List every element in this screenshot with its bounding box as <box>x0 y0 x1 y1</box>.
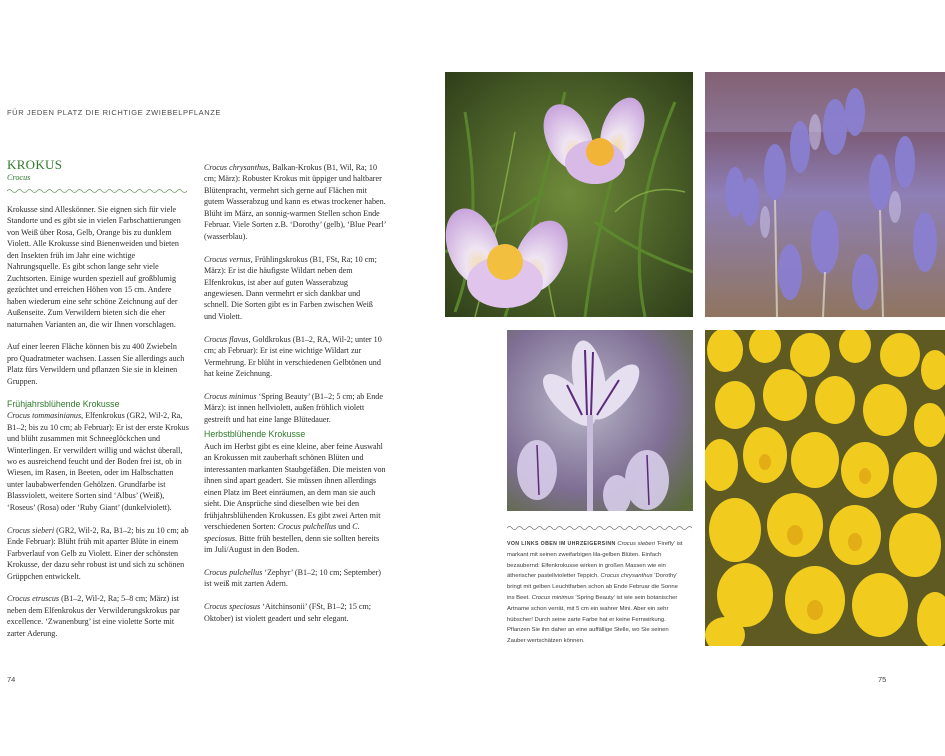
photo-elfenkrokus <box>705 72 945 317</box>
left-column-1 <box>7 158 189 651</box>
entry-flavus <box>204 334 386 380</box>
entry-text: (B1–2, Wil-2, Ra; 5–8 cm; März) ist neben dem Elfenkrokus der Verwilderungskrokus par excellence. ‘Zwanenburg’ ist eine violette Sorte mit zarter Aderung. <box>7 594 180 638</box>
species-name: Crocus speciosus <box>204 602 261 612</box>
autumn-text-a: Auch im Herbst gibt es eine kleine, aber feine Auswahl an Krokussen mit zauberhaft schönen Blüten und interessanten markanten Staubgefäßen. Die meisten von ihnen sind apart geadert. Sie müssen ihnen allerdings einen Platz im Beet einräumen, an dem man sie auch sieht. Die Ansprüche sind dieselben wie bei den frühjahrsblühenden Krokussen. Es gibt zwei Arten mit verschiedenen Sorten: <box>204 441 386 532</box>
entry-etruscus <box>7 593 189 639</box>
species-name: Crocus sieberi <box>7 525 55 535</box>
page-number-right: 75 <box>878 675 887 684</box>
entry-text: ‘Aitchinsonii’ (FSt, B1–2; 15 cm; Oktober) ist violett geadert und sehr elegant. <box>204 602 372 623</box>
entry-chrysanthus <box>204 162 386 242</box>
caption-lead: VON LINKS OBEN IM UHRZEIGERSINN <box>507 541 616 547</box>
intro-paragraph-2: Auf einer leeren Fläche können bis zu 400 Zwiebeln pro Quadratmeter wachsen. Lassen Sie allerdings auch Platz fürs Verwildern und pflanzen Sie sie in kleinen Gruppen. <box>7 342 185 386</box>
entry-text: , Elfenkrokus (GR2, Wil-2, Ra, B1–2; bis zu 10 cm; ab Februar): Er ist der erste Krokus und blüht zusammen mit Schneeglöckchen und Winterlingen. Er verwildert willig und wächst überall, wo es ausreichend feucht und der Boden frei ist, ob in Wiesen, im Rasen, in Beeten, oder im Halbschatten unter laubabwerfenden Gehölzen. Grundfarbe ist Blassviolett, weitere Sorten sind ‘Albus’ (Weiß), ‘Roseus’ (Rosa) oder ‘Ruby Giant’ (dunkelviolett). <box>7 411 189 512</box>
entry-text: , Frühlingskrokus (B1, FSt, Ra; 10 cm; März): Er ist die häufigste Wildart neben dem Elfenkrokus, ist aber auf guten Wasserabzug angewiesen. Dann vermehrt er sich dankbar und schnell. Die Sorten gibt es in Farben zwischen Weiß und Violett. <box>204 254 377 321</box>
caption-text: ‘Dorothy’ bringt mit gelben Leuchtfarben schon ab Ende Februar die Sonne ins Beet. <box>507 573 678 601</box>
species-name: Crocus etruscus <box>7 594 60 604</box>
caption-text: ‘Spring Beauty’ ist wie sein botanischer Artname schon verrät, mit 5 cm ein wahrer Mini. Aber ein sehr hübscher! Durch seine zarte Farbe hat er keine Fernwirkung. Pflanzen Sie ihn daher an eine auffällige Stelle, wo Sie seinen Zauber wertschätzen können. <box>507 594 678 645</box>
species-name: Crocus tommasinianus <box>7 411 82 421</box>
species-name: Crocus minimus <box>204 392 257 402</box>
entry-text: ‘Zephyr’ (B1–2; 10 cm; September) ist weiß mit zarten Adern. <box>204 567 381 589</box>
page-subtitle: Crocus <box>7 173 31 182</box>
species-name: Crocus minimus <box>531 594 574 601</box>
intro-paragraph-1: Krokusse sind Alleskönner. Sie eignen sich für viele Standorte und es gibt sie in vielen Farbschattierungen von Weiß über Rosa, Gelb, Orange bis zu dunklem Violett. Alle Krokusse sind Bienenweiden und bieten den Insekten früh im Jahr eine wichtige Nahrungsquelle. Es gibt schon lange sehr viele Zuchtsorten. Einige wurden speziell auf großblumig gezüchtet und erreichen Höhen von 15 cm. Andere haben wiederum eine sehr schöne Zeichnung auf der Außenseite. Zum Verwildern bieten sich die eher naturnahen Varianten an, die wir Ihnen vorschlagen. <box>7 205 181 329</box>
species-name: Crocus chrysanthus <box>600 573 653 580</box>
entry-sieberi <box>7 525 189 582</box>
wavy-divider <box>7 188 187 194</box>
section-heading-spring: Frühjahrsblühende Krokusse <box>7 398 120 409</box>
entry-text: , Balkan-Krokus (B1, Wil, Ra; 10 cm; März): Robuster Krokus mit üppiger und haltbarer Blütenpracht, vermehrt sich gerne auf Flächen mit gutem Wasserabzug und kann es etwas trockener haben. Blüht im März, an sonnig-warmen Stellen schon Ende Februar. Viele Sorten z.B. ‘Dorothy’ (gelb), ‘Blue Pearl’ (wasserblau). <box>204 163 386 241</box>
entry-minimus <box>204 391 386 425</box>
entry-speciosus <box>204 601 386 624</box>
entry-tommasinianus <box>7 410 189 513</box>
autumn-text-b: . Bitte früh bestellen, denn sie sollten bereits im Juli/August in den Boden. <box>204 533 380 554</box>
left-column-2 <box>204 162 386 636</box>
autumn-intro <box>204 441 386 556</box>
photo-crocus-chrysanthus <box>705 330 945 646</box>
caption-wavy-divider <box>507 525 693 531</box>
page-number-left: 74 <box>7 675 16 684</box>
entry-text: , Goldkrokus (B1–2, RA, Wil-2; unter 10 cm; ab Februar): Er ist eine wichtige Wildart zur Vermehrung. Er blüht in verschiedenen Gelbtönen und hat keine Zeichnung. <box>204 334 382 379</box>
species-name: C. speciosus <box>204 522 360 543</box>
entry-vernus <box>204 254 386 323</box>
photo-crocus-sieberi <box>445 72 693 317</box>
entry-text: (GR2, Wil-2, Ra, B1–2; bis zu 10 cm; ab Ende Februar): Blüht früh mit aparter Blüte in einem Farbverlauf von Gelb zu Violett. Einer der schönsten Krokusse, der dazu sehr robust ist und sich zu schönen Grüppchen entwickelt. <box>7 525 189 581</box>
species-name: Crocus vernus <box>204 254 251 264</box>
species-name: Crocus pulchellus <box>204 567 263 577</box>
photo-caption <box>507 539 687 647</box>
running-head: FÜR JEDEN PLATZ DIE RICHTIGE ZWIEBELPFLANZE <box>7 108 222 117</box>
entry-text: ‘Spring Beauty’ (B1–2; 5 cm; ab Ende März): ist innen hellviolett, außen fröhlich violett gestreift und hat eine lange Blütedauer. <box>204 392 383 424</box>
species-name: Crocus pulchellus <box>277 522 337 532</box>
page-title: KROKUS <box>7 157 63 172</box>
autumn-text-und: und <box>336 522 353 532</box>
species-name: Crocus chrysanthus <box>204 163 269 172</box>
section-heading-autumn: Herbstblühende Krokusse <box>204 429 306 440</box>
species-name: Crocus sieberi <box>617 541 655 547</box>
caption-text: ‘Firefly’ ist markant mit seinen zweifarbigen lila-gelben Blüten. Einfach bezaubernd: Elfenkrokusse wirken in großen Massen wie ein ätherischer pastellvioletter Teppich. <box>507 541 683 580</box>
entry-pulchellus <box>204 567 386 590</box>
photo-crocus-minimus <box>507 330 693 511</box>
species-name: Crocus flavus <box>204 334 249 344</box>
